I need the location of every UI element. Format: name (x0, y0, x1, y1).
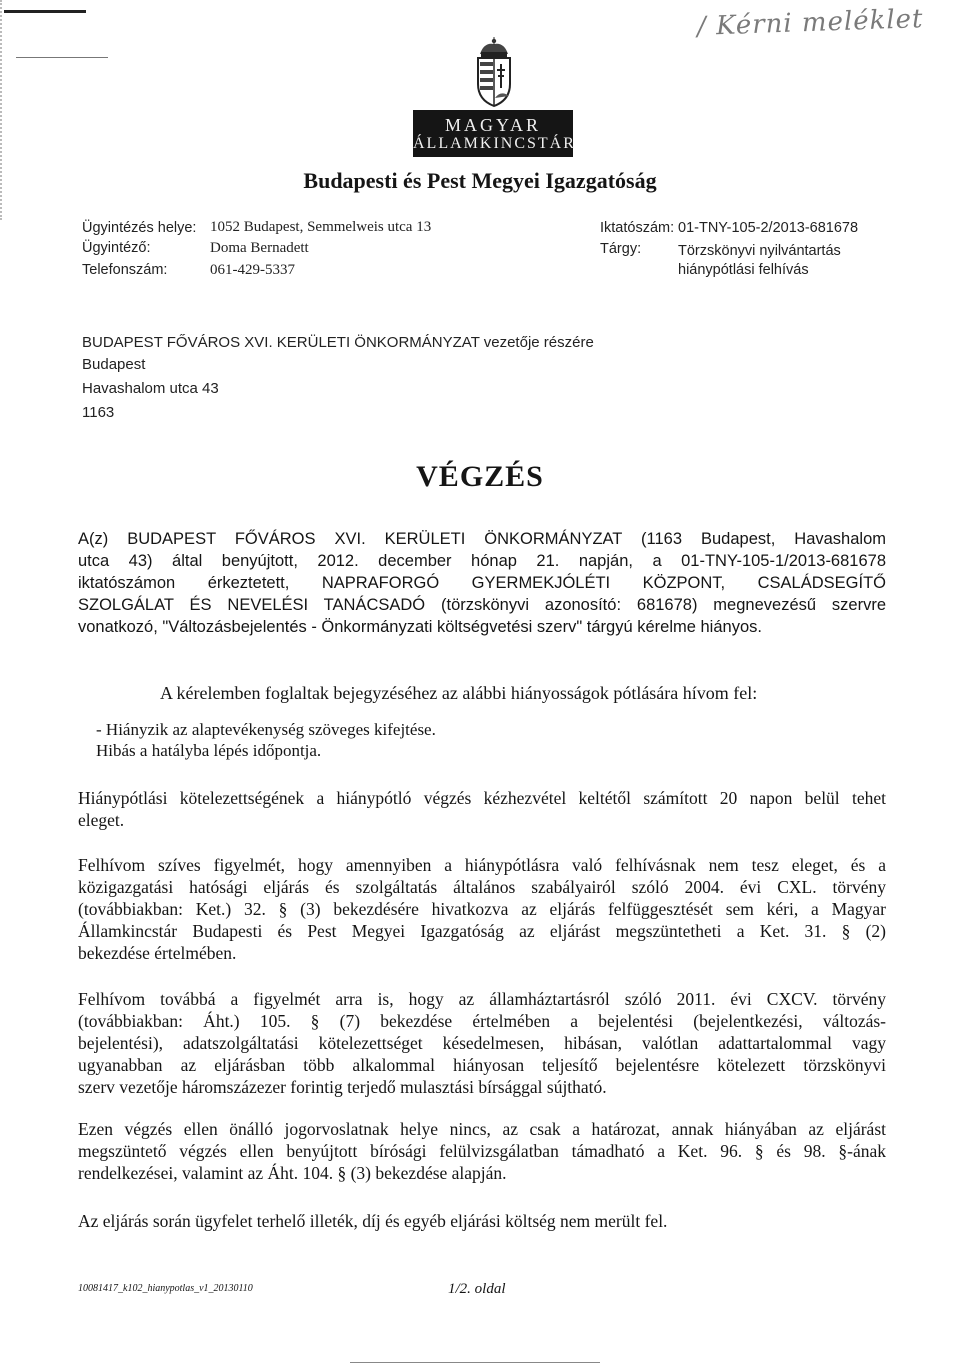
paragraph-deadline (78, 787, 886, 831)
text-line: bejelentési), adatszolgáltatási kötelezettséget késedelmesen, hibásan, valótlan adattartalommal vagy (78, 1033, 886, 1053)
paragraph-termination-warning (78, 854, 886, 964)
text-line: Felhívom továbbá a figyelmét arra is, hogy az államháztartásról szóló 2011. évi CXCV. törvény (78, 989, 886, 1009)
text-line: Államkincstár Budapesti és Pest Megyei Igazgatóság az eljárást megszüntetheti a Ket. 31. § (2) (78, 921, 886, 941)
deficiency-item: Hibás a hatályba lépés időpontja. (96, 741, 322, 760)
text-line: vonatkozó, "Változásbejelentés - Önkormányzati költségvetési szerv" tárgyú kérelme hiányos. (78, 618, 762, 636)
addressee-zip: 1163 (82, 404, 115, 421)
text-line: Ezen végzés ellen önálló jogorvoslatnak helye nincs, az csak a határozat, annak hiányában az eljárást (78, 1119, 886, 1139)
text-line: közigazgatási hatósági eljárás és szolgáltatás általános szabályairól szóló 2004. évi CXL. törvény (78, 877, 886, 897)
meta-label-phone: Telefonszám: (82, 262, 168, 278)
text-line: megszüntető végzés ellen benyújtott bírósági felülvizsgálatban támadható a Ket. 96. § és 98. §-ának (78, 1141, 886, 1161)
deficiency-item: - Hiányzik az alaptevékenység szöveges kifejtése. (96, 720, 436, 739)
scan-artifact-line (16, 57, 108, 58)
document-title: VÉGZÉS (416, 460, 544, 493)
text-line: rendelkezései, valamint az Áht. 104. § (3) bekezdése alapján. (78, 1163, 507, 1183)
meta-value-targy-2: hiánypótlási felhívás (678, 262, 809, 278)
text-line: bekezdése értelmében. (78, 943, 237, 963)
paragraph-request (78, 528, 886, 638)
logo-line2: ÁLLAMKINCSTÁR (413, 135, 576, 152)
text-line: iktatószámon érkeztetett, NAPRAFORGÓ GYERMEKJÓLÉTI KÖZPONT, CSALÁDSEGÍTŐ (78, 574, 886, 592)
text-line: A(z) BUDAPEST FŐVÁROS XVI. KERÜLETI ÖNKORMÁNYZAT (1163 Budapest, Havashalom (78, 530, 886, 548)
text-line: (továbbiakban: Áht.) 105. § (7) bekezdése értelmében a bejelentési (bejelentkezési, változás- (78, 1011, 886, 1031)
meta-value-iktato: 01-TNY-105-2/2013-681678 (678, 220, 859, 236)
text-line: Hiánypótlási kötelezettségének a hiánypótló végzés kézhezvétel keltétől számított 20 napon belül tehet (78, 788, 886, 808)
text-line: szerv vezetője háromszázezer forintig terjedő mulasztási bírsággal sújtható. (78, 1077, 607, 1097)
text-line: ugyanabban az eljárásban több alkalommal hiányosan teljesítő bejelentésre kötelezett törzskönyvi (78, 1055, 886, 1075)
text-line: Felhívom szíves figyelmét, hogy amennyiben a hiánypótlásra való felhívásnak nem tesz eleget, és a (78, 855, 886, 875)
logo-line1: MAGYAR (444, 115, 541, 135)
text-line: Az eljárás során ügyfelet terhelő illeték, díj és egyéb eljárási költség nem merült fel. (78, 1211, 668, 1231)
organization-heading: Budapesti és Pest Megyei Igazgatóság (303, 168, 657, 193)
meta-label-clerk: Ügyintéző: (82, 240, 151, 256)
footer-document-code: 10081417_k102_hianypotlas_v1_20130110 (78, 1283, 253, 1294)
meta-value-phone: 061-429-5337 (210, 262, 295, 278)
meta-value-location: 1052 Budapest, Semmelweis utca 13 (210, 219, 432, 235)
addressee-street: Havashalom utca 43 (82, 380, 219, 397)
handwritten-note: / Kérni meléklet (696, 4, 925, 42)
text-line: (továbbiakban: Ket.) 32. § (3) bekezdésére hivatkozva az eljárás felfüggesztését sem kéri, a Magyar (78, 899, 886, 919)
meta-value-targy-1: Törzskönyvi nyilvántartás (678, 243, 841, 259)
paragraph-costs (78, 1210, 886, 1232)
magyar-allamkincstar-logo (413, 110, 576, 157)
addressee-line: BUDAPEST FŐVÁROS XVI. KERÜLETI ÖNKORMÁNYZAT vezetője részére (82, 334, 594, 351)
deficiency-request: A kérelemben foglaltak bejegyzéséhez az alábbi hiányosságok pótlására hívom fel: (160, 683, 758, 703)
text-line: utca 43) által benyújtott, 2012. december hónap 21. napján, a 01-TNY-105-1/2013-681678 (78, 552, 886, 570)
paragraph-legal-remedy (78, 1118, 886, 1184)
text-line: eleget. (78, 810, 125, 830)
scan-artifact-line (4, 10, 86, 13)
meta-label-targy: Tárgy: (600, 241, 642, 257)
text-line: SZOLGÁLAT ÉS NEVELÉSI TANÁCSADÓ (törzskönyvi azonosító: 681678) megnevezésű szervre (78, 596, 886, 614)
meta-value-clerk: Doma Bernadett (210, 240, 309, 256)
meta-label-iktato: Iktatószám: (600, 220, 675, 236)
meta-label-location: Ügyintézés helye: (82, 220, 197, 236)
coat-of-arms-icon (470, 36, 518, 108)
paragraph-fine-warning (78, 988, 886, 1098)
scan-artifact-line (350, 1362, 600, 1363)
addressee-city: Budapest (82, 356, 146, 373)
page-number: 1/2. oldal (448, 1281, 506, 1297)
